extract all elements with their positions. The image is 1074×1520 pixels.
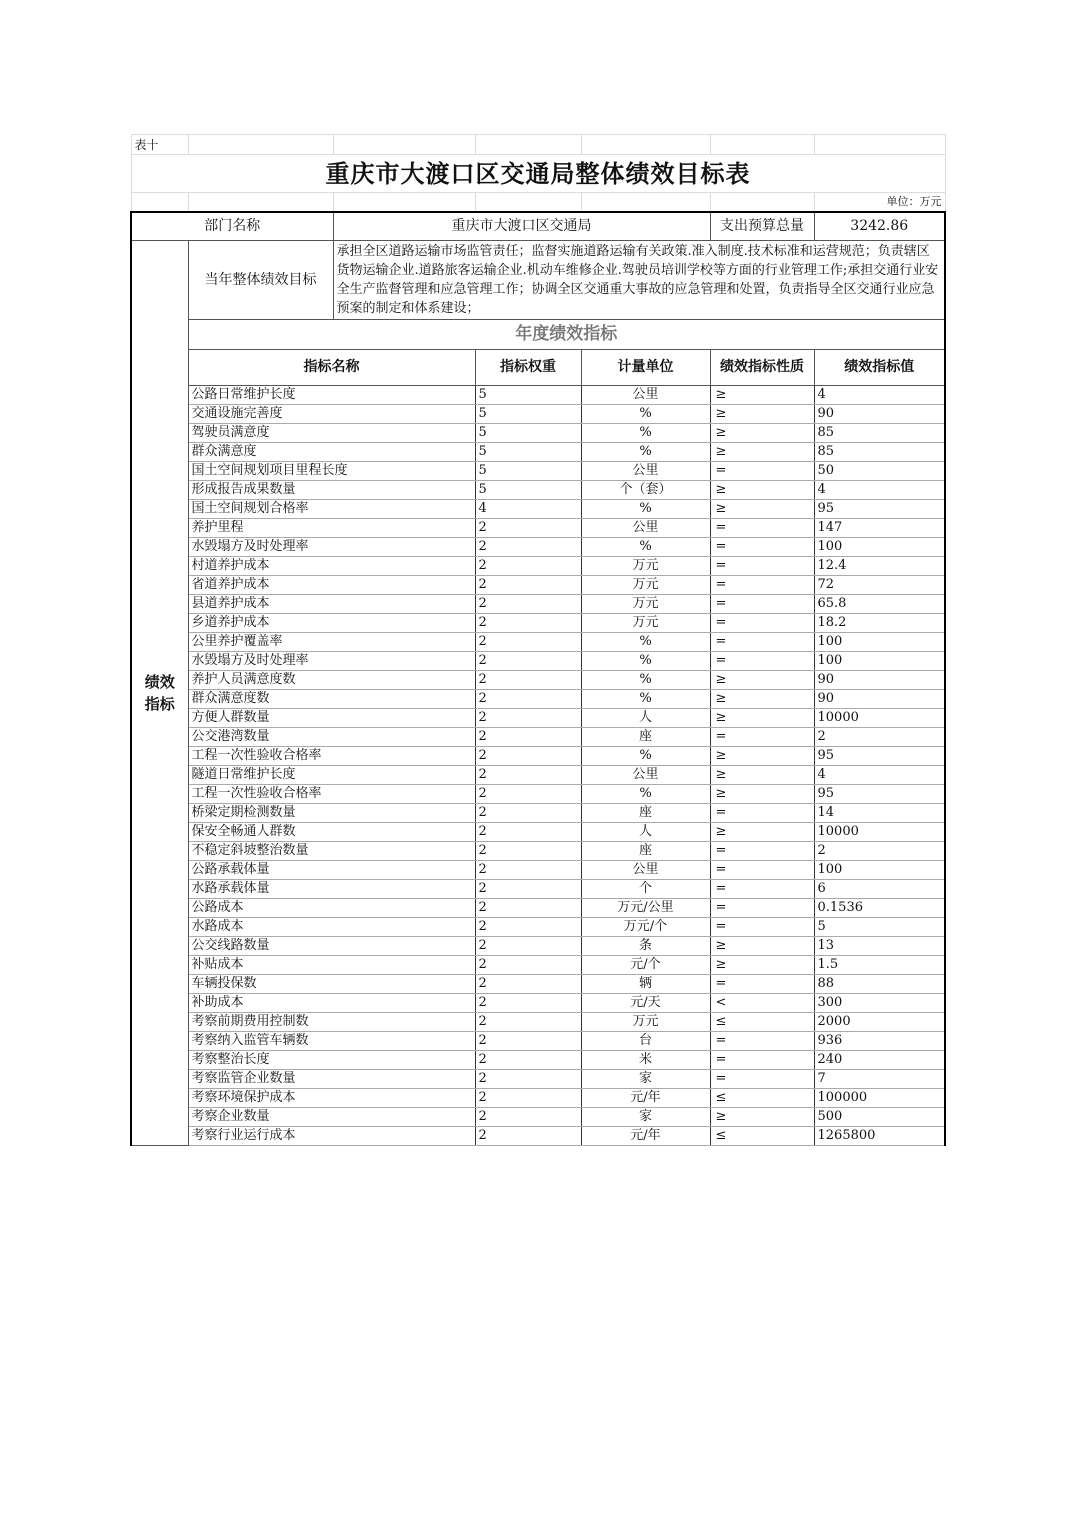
indicator-name: 不稳定斜坡整治数量 — [188, 841, 475, 860]
indicator-weight: 2 — [475, 632, 581, 651]
table-row — [131, 841, 945, 860]
indicator-nature: = — [710, 974, 814, 993]
indicator-weight: 5 — [475, 480, 581, 499]
indicator-unit: % — [581, 537, 710, 556]
indicator-name: 养护人员满意度数 — [188, 670, 475, 689]
indicator-unit: 座 — [581, 803, 710, 822]
indicator-weight: 2 — [475, 974, 581, 993]
indicator-weight: 5 — [475, 461, 581, 480]
table-row — [131, 1126, 945, 1145]
indicator-nature: ≥ — [710, 936, 814, 955]
indicator-weight: 5 — [475, 385, 581, 404]
table-row — [131, 594, 945, 613]
indicator-nature: ≥ — [710, 670, 814, 689]
indicator-nature: ≥ — [710, 955, 814, 974]
indicator-unit: 万元 — [581, 575, 710, 594]
indicator-weight: 2 — [475, 822, 581, 841]
indicator-nature: = — [710, 594, 814, 613]
indicator-value: 95 — [814, 746, 945, 765]
table-row — [131, 689, 945, 708]
indicator-weight: 2 — [475, 1069, 581, 1088]
col-header-value: 绩效指标值 — [814, 349, 945, 385]
table-row — [131, 727, 945, 746]
indicator-unit: % — [581, 442, 710, 461]
indicator-value: 85 — [814, 423, 945, 442]
indicator-nature: ≥ — [710, 385, 814, 404]
indicator-value: 100000 — [814, 1088, 945, 1107]
indicator-nature: = — [710, 1031, 814, 1050]
indicator-unit: 家 — [581, 1069, 710, 1088]
indicator-nature: = — [710, 632, 814, 651]
indicator-nature: = — [710, 613, 814, 632]
table-row — [131, 442, 945, 461]
table-row — [131, 556, 945, 575]
indicator-unit: % — [581, 746, 710, 765]
indicator-value: 14 — [814, 803, 945, 822]
indicator-nature: ≥ — [710, 499, 814, 518]
indicator-value: 88 — [814, 974, 945, 993]
indicator-name: 省道养护成本 — [188, 575, 475, 594]
table-row — [131, 803, 945, 822]
table-row — [131, 879, 945, 898]
indicator-nature: ≥ — [710, 822, 814, 841]
indicator-unit: 人 — [581, 708, 710, 727]
indicator-unit: 元/个 — [581, 955, 710, 974]
indicator-value: 50 — [814, 461, 945, 480]
indicator-name: 考察前期费用控制数 — [188, 1012, 475, 1031]
indicator-nature: = — [710, 860, 814, 879]
indicator-weight: 2 — [475, 860, 581, 879]
indicator-name: 隧道日常维护长度 — [188, 765, 475, 784]
indicator-name: 乡道养护成本 — [188, 613, 475, 632]
indicator-value: 10000 — [814, 822, 945, 841]
indicator-unit: % — [581, 670, 710, 689]
indicator-name: 补助成本 — [188, 993, 475, 1012]
indicator-unit: 个 — [581, 879, 710, 898]
table-label: 表十 — [131, 135, 188, 155]
indicator-nature: ≥ — [710, 480, 814, 499]
indicator-nature: = — [710, 461, 814, 480]
indicator-weight: 2 — [475, 518, 581, 537]
indicator-weight: 2 — [475, 1126, 581, 1145]
goal-text: 承担全区道路运输市场监管责任；监督实施道路运输有关政策.准入制度.技术标准和运营规范；负责辖区货物运输企业.道路旅客运输企业.机动车维修企业.驾驶员培训学校等方面的行业管理工作;承担交通行业安全生产监督管理和应急管理工作；协调全区交通重大事故的应急管理和处置，负责指导全区交通行业应急预案的制定和体系建设； — [333, 240, 945, 319]
table-row — [131, 537, 945, 556]
indicator-weight: 5 — [475, 423, 581, 442]
col-header-weight: 指标权重 — [475, 349, 581, 385]
indicator-unit: % — [581, 651, 710, 670]
indicator-value: 95 — [814, 499, 945, 518]
indicator-value: 936 — [814, 1031, 945, 1050]
indicator-weight: 2 — [475, 1107, 581, 1126]
performance-table — [130, 134, 946, 1146]
goal-label: 当年整体绩效目标 — [188, 240, 333, 319]
indicator-nature: = — [710, 537, 814, 556]
indicator-weight: 2 — [475, 879, 581, 898]
indicator-name: 交通设施完善度 — [188, 404, 475, 423]
side-label-text: 绩效指标 — [144, 672, 175, 713]
indicator-weight: 2 — [475, 746, 581, 765]
indicator-value: 500 — [814, 1107, 945, 1126]
indicator-weight: 2 — [475, 651, 581, 670]
indicator-unit: 元/年 — [581, 1126, 710, 1145]
indicator-name: 村道养护成本 — [188, 556, 475, 575]
table-row — [131, 860, 945, 879]
table-row — [131, 1088, 945, 1107]
col-header-name: 指标名称 — [188, 349, 475, 385]
indicator-nature: ≥ — [710, 708, 814, 727]
indicator-unit: 万元 — [581, 594, 710, 613]
page-title: 重庆市大渡口区交通局整体绩效目标表 — [131, 155, 945, 193]
indicator-unit: 公里 — [581, 385, 710, 404]
indicator-nature: = — [710, 898, 814, 917]
indicator-value: 100 — [814, 651, 945, 670]
indicator-nature: = — [710, 727, 814, 746]
side-label — [131, 240, 188, 1145]
indicator-nature: = — [710, 879, 814, 898]
budget-value: 3242.86 — [814, 212, 945, 240]
indicator-nature: = — [710, 841, 814, 860]
indicator-weight: 2 — [475, 841, 581, 860]
indicator-unit: % — [581, 499, 710, 518]
table-row — [131, 1107, 945, 1126]
indicator-weight: 2 — [475, 936, 581, 955]
indicator-value: 4 — [814, 765, 945, 784]
table-row — [131, 708, 945, 727]
indicator-nature: = — [710, 917, 814, 936]
indicator-name: 驾驶员满意度 — [188, 423, 475, 442]
table-row — [131, 917, 945, 936]
table-row — [131, 765, 945, 784]
indicator-weight: 2 — [475, 537, 581, 556]
indicator-nature: ≤ — [710, 1088, 814, 1107]
indicator-value: 2 — [814, 727, 945, 746]
table-row — [131, 1050, 945, 1069]
indicator-unit: 公里 — [581, 461, 710, 480]
indicator-value: 100 — [814, 860, 945, 879]
indicator-name: 国土空间规划项目里程长度 — [188, 461, 475, 480]
indicator-value: 100 — [814, 537, 945, 556]
indicator-name: 群众满意度 — [188, 442, 475, 461]
indicator-weight: 2 — [475, 917, 581, 936]
indicator-unit: 元/天 — [581, 993, 710, 1012]
table-row — [131, 499, 945, 518]
indicator-name: 公路承载体量 — [188, 860, 475, 879]
indicator-unit: % — [581, 689, 710, 708]
indicator-name: 考察环境保护成本 — [188, 1088, 475, 1107]
table-row — [131, 822, 945, 841]
indicator-name: 工程一次性验收合格率 — [188, 746, 475, 765]
indicator-weight: 2 — [475, 1012, 581, 1031]
budget-label: 支出预算总量 — [710, 212, 814, 240]
indicator-nature: ≥ — [710, 442, 814, 461]
table-row — [131, 898, 945, 917]
indicator-weight: 2 — [475, 1031, 581, 1050]
indicator-name: 公交线路数量 — [188, 936, 475, 955]
indicator-weight: 2 — [475, 955, 581, 974]
indicator-name: 考察纳入监管车辆数 — [188, 1031, 475, 1050]
indicator-name: 方便人群数量 — [188, 708, 475, 727]
indicator-nature: ≥ — [710, 423, 814, 442]
col-header-unit: 计量单位 — [581, 349, 710, 385]
indicator-name: 桥梁定期检测数量 — [188, 803, 475, 822]
indicator-value: 13 — [814, 936, 945, 955]
indicator-value: 12.4 — [814, 556, 945, 575]
indicator-nature: = — [710, 803, 814, 822]
indicator-unit: 万元/公里 — [581, 898, 710, 917]
indicator-weight: 5 — [475, 442, 581, 461]
indicator-name: 考察监管企业数量 — [188, 1069, 475, 1088]
indicator-name: 考察整治长度 — [188, 1050, 475, 1069]
indicator-nature: ≤ — [710, 1012, 814, 1031]
table-row — [131, 784, 945, 803]
indicator-weight: 2 — [475, 1050, 581, 1069]
indicator-weight: 2 — [475, 670, 581, 689]
indicator-value: 90 — [814, 404, 945, 423]
table-row — [131, 575, 945, 594]
indicator-unit: % — [581, 423, 710, 442]
indicator-name: 群众满意度数 — [188, 689, 475, 708]
indicator-unit: 个（套） — [581, 480, 710, 499]
table-row — [131, 1012, 945, 1031]
indicator-value: 10000 — [814, 708, 945, 727]
indicator-unit: 万元 — [581, 1012, 710, 1031]
indicator-name: 水路成本 — [188, 917, 475, 936]
indicator-value: 90 — [814, 689, 945, 708]
indicator-weight: 2 — [475, 1088, 581, 1107]
indicator-value: 72 — [814, 575, 945, 594]
indicator-unit: 公里 — [581, 860, 710, 879]
indicator-nature: ≤ — [710, 1126, 814, 1145]
indicator-value: 5 — [814, 917, 945, 936]
indicator-nature: ≥ — [710, 746, 814, 765]
indicator-weight: 2 — [475, 708, 581, 727]
indicator-weight: 2 — [475, 784, 581, 803]
indicator-name: 补贴成本 — [188, 955, 475, 974]
indicator-weight: 2 — [475, 556, 581, 575]
indicator-nature: = — [710, 556, 814, 575]
indicator-name: 公交港湾数量 — [188, 727, 475, 746]
indicator-weight: 2 — [475, 727, 581, 746]
indicator-name: 国土空间规划合格率 — [188, 499, 475, 518]
indicator-value: 65.8 — [814, 594, 945, 613]
indicator-weight: 2 — [475, 765, 581, 784]
indicator-unit: 辆 — [581, 974, 710, 993]
indicator-nature: ≥ — [710, 1107, 814, 1126]
indicator-name: 车辆投保数 — [188, 974, 475, 993]
indicator-name: 水毁塌方及时处理率 — [188, 537, 475, 556]
indicator-name: 考察企业数量 — [188, 1107, 475, 1126]
indicator-weight: 2 — [475, 993, 581, 1012]
indicator-name: 县道养护成本 — [188, 594, 475, 613]
table-row — [131, 670, 945, 689]
indicator-value: 6 — [814, 879, 945, 898]
indicator-weight: 2 — [475, 689, 581, 708]
indicator-name: 形成报告成果数量 — [188, 480, 475, 499]
indicator-unit: 万元 — [581, 613, 710, 632]
indicator-unit: 座 — [581, 727, 710, 746]
table-row — [131, 955, 945, 974]
indicator-nature: = — [710, 1050, 814, 1069]
table-row — [131, 461, 945, 480]
unit-label: 单位：万元 — [814, 193, 945, 213]
table-row — [131, 974, 945, 993]
indicator-unit: 元/年 — [581, 1088, 710, 1107]
indicator-weight: 2 — [475, 803, 581, 822]
table-row — [131, 423, 945, 442]
indicator-value: 147 — [814, 518, 945, 537]
indicator-name: 公路成本 — [188, 898, 475, 917]
indicator-unit: % — [581, 784, 710, 803]
indicator-nature: ≥ — [710, 404, 814, 423]
indicator-unit: 公里 — [581, 518, 710, 537]
indicator-unit: 人 — [581, 822, 710, 841]
indicator-unit: 公里 — [581, 765, 710, 784]
indicator-nature: ≥ — [710, 784, 814, 803]
table-row — [131, 1069, 945, 1088]
indicator-value: 18.2 — [814, 613, 945, 632]
indicator-value: 4 — [814, 480, 945, 499]
indicator-name: 保安全畅通人群数 — [188, 822, 475, 841]
col-header-nature: 绩效指标性质 — [710, 349, 814, 385]
indicator-weight: 2 — [475, 898, 581, 917]
indicator-weight: 2 — [475, 613, 581, 632]
indicator-value: 85 — [814, 442, 945, 461]
indicator-value: 90 — [814, 670, 945, 689]
table-row — [131, 651, 945, 670]
indicator-value: 2 — [814, 841, 945, 860]
indicator-unit: 台 — [581, 1031, 710, 1050]
table-row — [131, 746, 945, 765]
indicator-nature: ≥ — [710, 689, 814, 708]
indicator-value: 2000 — [814, 1012, 945, 1031]
indicator-weight: 2 — [475, 594, 581, 613]
performance-target-sheet — [130, 134, 944, 1146]
indicator-unit: 万元 — [581, 556, 710, 575]
table-row — [131, 385, 945, 404]
indicator-unit: 家 — [581, 1107, 710, 1126]
indicator-value: 240 — [814, 1050, 945, 1069]
indicator-name: 水毁塌方及时处理率 — [188, 651, 475, 670]
indicator-value: 4 — [814, 385, 945, 404]
table-row — [131, 480, 945, 499]
indicator-unit: 座 — [581, 841, 710, 860]
indicator-value: 0.1536 — [814, 898, 945, 917]
indicator-unit: % — [581, 632, 710, 651]
indicator-value: 7 — [814, 1069, 945, 1088]
indicator-nature: = — [710, 518, 814, 537]
indicator-value: 300 — [814, 993, 945, 1012]
indicator-nature: = — [710, 651, 814, 670]
indicator-value: 100 — [814, 632, 945, 651]
table-row — [131, 1031, 945, 1050]
indicator-weight: 4 — [475, 499, 581, 518]
indicator-nature: < — [710, 993, 814, 1012]
table-row — [131, 993, 945, 1012]
table-row — [131, 404, 945, 423]
indicator-value: 95 — [814, 784, 945, 803]
dept-name-value: 重庆市大渡口区交通局 — [333, 212, 710, 240]
indicator-weight: 5 — [475, 404, 581, 423]
table-row — [131, 613, 945, 632]
section-title: 年度绩效指标 — [188, 319, 945, 349]
table-row — [131, 936, 945, 955]
indicator-unit: % — [581, 404, 710, 423]
indicator-unit: 米 — [581, 1050, 710, 1069]
indicator-value: 1.5 — [814, 955, 945, 974]
indicator-nature: = — [710, 575, 814, 594]
table-row — [131, 632, 945, 651]
indicator-name: 水路承载体量 — [188, 879, 475, 898]
indicator-nature: = — [710, 1069, 814, 1088]
dept-name-label: 部门名称 — [131, 212, 333, 240]
indicator-value: 1265800 — [814, 1126, 945, 1145]
table-row — [131, 518, 945, 537]
indicator-name: 公里养护覆盖率 — [188, 632, 475, 651]
indicator-nature: ≥ — [710, 765, 814, 784]
indicator-weight: 2 — [475, 575, 581, 594]
indicator-name: 考察行业运行成本 — [188, 1126, 475, 1145]
indicator-name: 养护里程 — [188, 518, 475, 537]
indicator-unit: 万元/个 — [581, 917, 710, 936]
indicator-name: 公路日常维护长度 — [188, 385, 475, 404]
indicator-unit: 条 — [581, 936, 710, 955]
indicator-name: 工程一次性验收合格率 — [188, 784, 475, 803]
